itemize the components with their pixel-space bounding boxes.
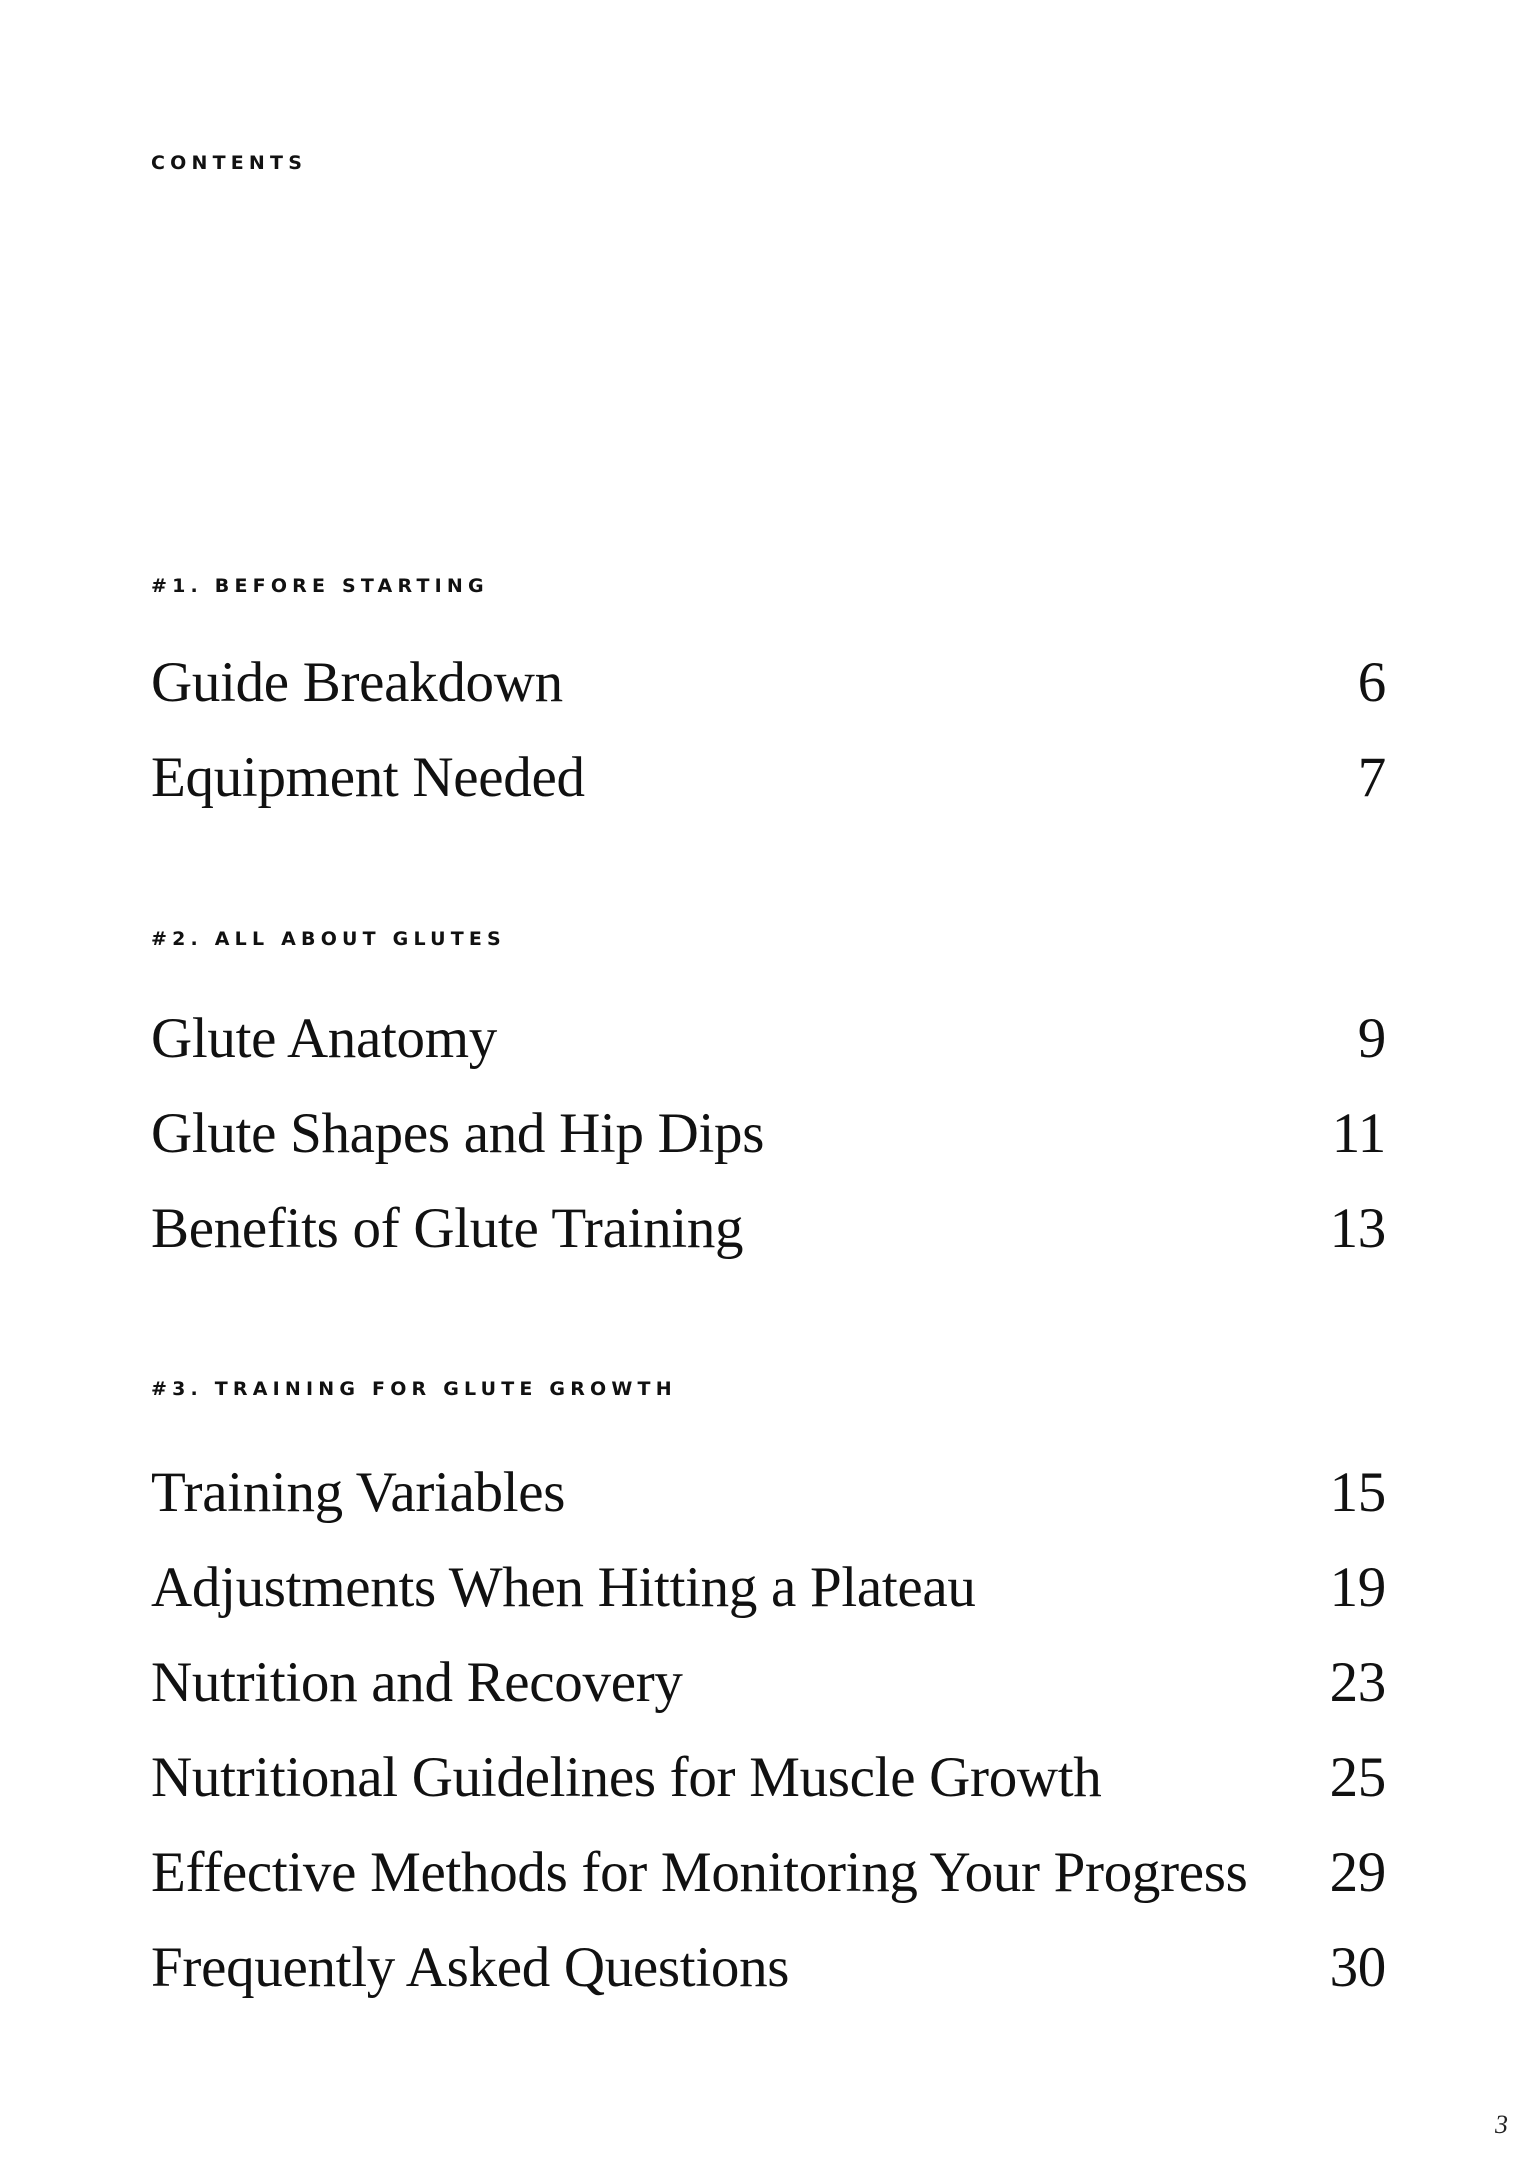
toc-entry-title: Training Variables	[151, 1461, 566, 1524]
section-heading-all-about-glutes: #2. ALL ABOUT GLUTES	[151, 928, 506, 950]
toc-entry-title: Nutritional Guidelines for Muscle Growth	[151, 1746, 1102, 1809]
toc-entry-title: Equipment Needed	[151, 746, 585, 809]
toc-entry-title: Glute Shapes and Hip Dips	[151, 1102, 765, 1165]
toc-entry[interactable]	[151, 1748, 1386, 1808]
toc-entry-page: 11	[1331, 1102, 1386, 1165]
toc-entry-title: Glute Anatomy	[151, 1007, 497, 1070]
toc-entry[interactable]	[151, 1843, 1386, 1903]
toc-entry-title: Frequently Asked Questions	[151, 1936, 790, 1999]
toc-entry-page: 25	[1329, 1746, 1386, 1809]
toc-entry-page: 6	[1357, 651, 1386, 714]
toc-entry[interactable]	[151, 1199, 1386, 1259]
toc-entry-title: Adjustments When Hitting a Plateau	[151, 1556, 976, 1619]
toc-entry-page: 15	[1329, 1461, 1386, 1524]
contents-title: CONTENTS	[151, 152, 308, 174]
section-heading-training-for-glute-growth: #3. TRAINING FOR GLUTE GROWTH	[151, 1378, 677, 1400]
toc-entry[interactable]	[151, 653, 1386, 713]
toc-entry[interactable]	[151, 1938, 1386, 1998]
section-heading-before-starting: #1. BEFORE STARTING	[151, 575, 489, 597]
page-number: 3	[1495, 2110, 1508, 2139]
toc-entry-page: 23	[1329, 1651, 1386, 1714]
toc-entry-page: 19	[1329, 1556, 1386, 1619]
toc-entry[interactable]	[151, 1104, 1386, 1164]
toc-entry-page: 7	[1357, 746, 1386, 809]
toc-entry-title: Guide Breakdown	[151, 651, 563, 714]
toc-entry-page: 29	[1329, 1841, 1386, 1904]
toc-entry-page: 30	[1329, 1936, 1386, 1999]
toc-entry[interactable]	[151, 1558, 1386, 1618]
toc-entry-title: Benefits of Glute Training	[151, 1197, 744, 1260]
toc-entry-page: 13	[1329, 1197, 1386, 1260]
toc-entry-title: Nutrition and Recovery	[151, 1651, 683, 1714]
toc-entry-page: 9	[1357, 1007, 1386, 1070]
toc-entry-title: Effective Methods for Monitoring Your Progress	[151, 1841, 1248, 1904]
toc-entry[interactable]	[151, 1653, 1386, 1713]
toc-entry[interactable]	[151, 748, 1386, 808]
toc-entry[interactable]	[151, 1009, 1386, 1069]
toc-entry[interactable]	[151, 1463, 1386, 1523]
